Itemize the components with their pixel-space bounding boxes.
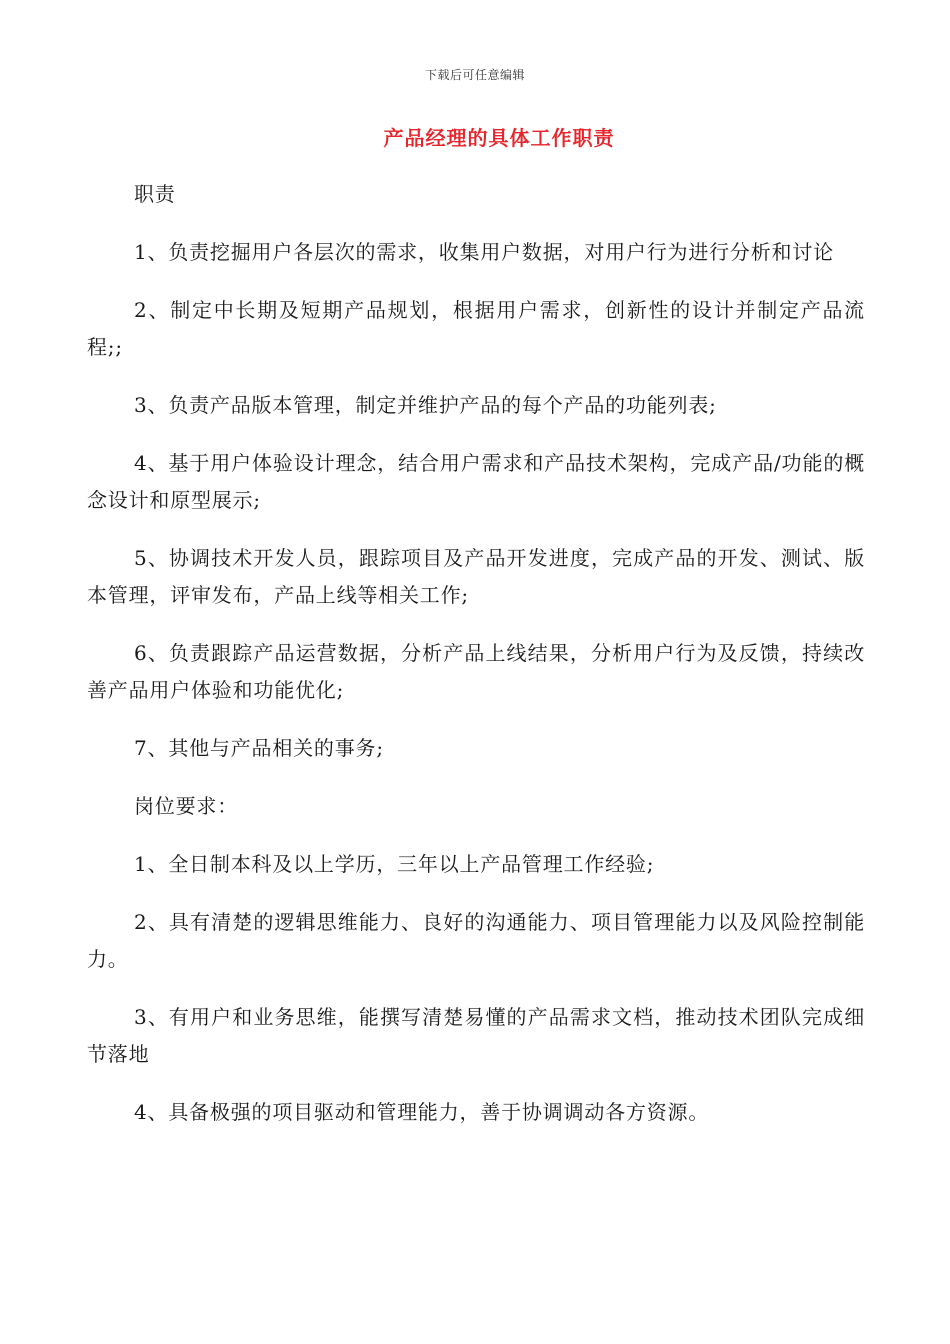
document-title: 产品经理的具体工作职责 bbox=[383, 126, 615, 150]
requirement-item-2: 2、具有清楚的逻辑思维能力、良好的沟通能力、项目管理能力以及风险控制能力。 bbox=[87, 910, 865, 971]
requirement-item-1: 1、全日制本科及以上学历，三年以上产品管理工作经验; bbox=[134, 852, 655, 876]
duty-item-3: 3、负责产品版本管理，制定并维护产品的每个产品的功能列表; bbox=[134, 393, 717, 417]
section-heading-requirements: 岗位要求： bbox=[134, 794, 238, 818]
requirement-item-4: 4、具备极强的项目驱动和管理能力，善于协调调动各方资源。 bbox=[134, 1100, 710, 1124]
duty-item-5: 5、协调技术开发人员，跟踪项目及产品开发进度，完成产品的开发、测试、版本管理，评审发布，产品上线等相关工作; bbox=[87, 546, 865, 607]
duty-item-6: 6、负责跟踪产品运营数据，分析产品上线结果，分析用户行为及反馈，持续改善产品用户体验和功能优化; bbox=[87, 641, 865, 702]
duty-item-1: 1、负责挖掘用户各层次的需求，收集用户数据，对用户行为进行分析和讨论 bbox=[134, 240, 834, 264]
duty-item-2: 2、制定中长期及短期产品规划，根据用户需求，创新性的设计并制定产品流程;; bbox=[87, 298, 865, 359]
page-header-note: 下载后可任意编辑 bbox=[424, 68, 525, 82]
section-heading-duties: 职责 bbox=[134, 182, 176, 206]
document-body bbox=[87, 176, 865, 1152]
duty-item-7: 7、其他与产品相关的事务; bbox=[134, 736, 384, 760]
duty-item-4: 4、基于用户体验设计理念，结合用户需求和产品技术架构，完成产品/功能的概念设计和原型展示; bbox=[87, 451, 865, 512]
requirement-item-3: 3、有用户和业务思维，能撰写清楚易懂的产品需求文档，推动技术团队完成细节落地 bbox=[87, 1005, 865, 1066]
